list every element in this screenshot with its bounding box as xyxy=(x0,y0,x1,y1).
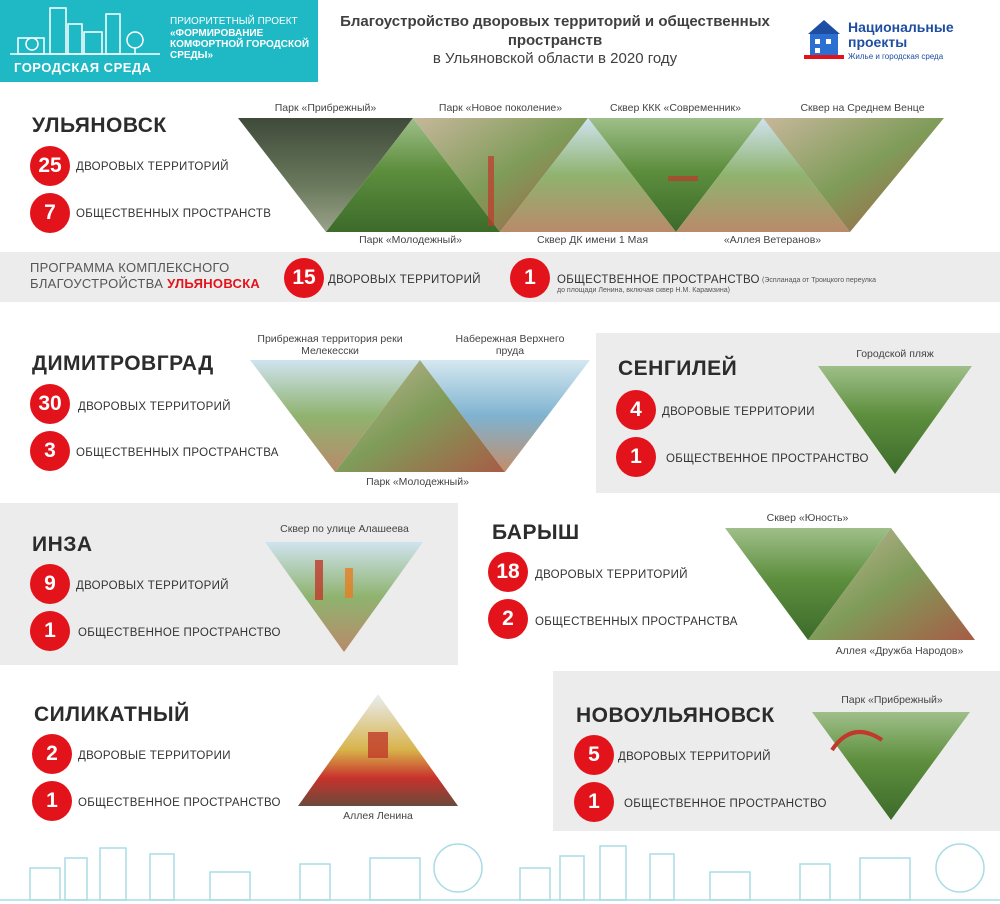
yards-label: ДВОРОВЫХ ТЕРРИТОРИЙ xyxy=(76,161,229,173)
photo-park-pribrezhny-novoul xyxy=(812,710,972,822)
caption-alleya-veteranov: «Аллея Ветеранов» xyxy=(723,234,822,246)
public-count-badge: 2 xyxy=(488,599,528,639)
public-label: ОБЩЕСТВЕННОЕ ПРОСТРАНСТВО xyxy=(78,627,281,639)
program-note-line1: (Эспланада от Троицкого переулка xyxy=(762,277,876,284)
project-line2: «ФОРМИРОВАНИЕ КОМФОРТНОЙ ГОРОДСКОЙ СРЕДЫ» xyxy=(170,28,310,61)
caption-alleya-druzhba-narodov: Аллея «Дружба Народов» xyxy=(835,645,964,657)
city-barysh: БАРЫШ xyxy=(492,521,580,544)
city-inza: ИНЗА xyxy=(32,533,93,556)
public-count-badge: 1 xyxy=(574,782,614,822)
caption-park-pribrezhny: Парк «Прибрежный» xyxy=(274,102,377,114)
city-sengiley: СЕНГИЛЕЙ xyxy=(618,357,738,380)
project-line1: ПРИОРИТЕТНЫЙ ПРОЕКТ xyxy=(170,16,298,27)
caption-skver-sredny-venets: Сквер на Среднем Венце xyxy=(800,102,925,114)
yards-count-badge: 4 xyxy=(616,390,656,430)
yards-label: ДВОРОВЫХ ТЕРРИТОРИЙ xyxy=(618,751,771,763)
public-count-badge: 1 xyxy=(32,781,72,821)
caption-alleya-lenina: Аллея Ленина xyxy=(343,810,413,822)
public-label: ОБЩЕСТВЕННЫХ ПРОСТРАНСТВА xyxy=(535,616,738,628)
program-yards-label: ДВОРОВЫХ ТЕРРИТОРИЙ xyxy=(328,274,481,286)
city-skyline-icon xyxy=(10,4,170,64)
public-label: ОБЩЕСТВЕННЫХ ПРОСТРАНСТВА xyxy=(76,447,279,459)
page-title: Благоустройство дворовых территорий и общественных пространств xyxy=(340,13,770,49)
page-subtitle: в Ульяновской области в 2020 году xyxy=(432,50,678,67)
caption-park-molodezhny: Парк «Молодежный» xyxy=(359,234,462,246)
national-projects-title: Национальные проекты xyxy=(848,19,954,50)
barysh-photo-strip xyxy=(725,528,977,642)
public-count-badge: 3 xyxy=(30,431,70,471)
yards-count-badge: 2 xyxy=(32,734,72,774)
logo-caption: ГОРОДСКАЯ СРЕДА xyxy=(14,60,152,75)
photo-gorodskoy-plyazh xyxy=(818,364,973,476)
yards-count-badge: 25 xyxy=(30,146,70,186)
city-novoulyanovsk: НОВОУЛЬЯНОВСК xyxy=(576,704,775,727)
program-note-line2: до площади Ленина, включая сквер Н.М. Карамзина) xyxy=(557,287,730,294)
yards-count-badge: 30 xyxy=(30,384,70,424)
yards-label: ДВОРОВЫХ ТЕРРИТОРИЙ xyxy=(76,580,229,592)
photo-skver-alasheeva xyxy=(265,540,425,654)
yards-count-badge: 5 xyxy=(574,735,614,775)
city-dimitrovgrad: ДИМИТРОВГРАД xyxy=(32,352,214,375)
national-projects-subtitle: Жилье и городская среда xyxy=(848,52,944,61)
caption-naberezhnaya-verhnego-pruda: Набережная Верхнего пруда xyxy=(455,333,565,357)
footer-skyline-decoration xyxy=(0,838,1000,904)
public-label: ОБЩЕСТВЕННОЕ ПРОСТРАНСТВО xyxy=(624,798,827,810)
caption-skver-dk-1-maya: Сквер ДК имени 1 Мая xyxy=(536,234,649,246)
public-label: ОБЩЕСТВЕННЫХ ПРОСТРАНСТВ xyxy=(76,208,272,220)
yards-count-badge: 9 xyxy=(30,564,70,604)
yards-label: ДВОРОВЫХ ТЕРРИТОРИЙ xyxy=(535,569,688,581)
yards-count-badge: 18 xyxy=(488,552,528,592)
caption-skver-yunost: Сквер «Юность» xyxy=(766,512,849,524)
yards-label: ДВОРОВЫЕ ТЕРРИТОРИИ xyxy=(78,750,231,762)
yards-label: ДВОРОВЫЕ ТЕРРИТОРИИ xyxy=(662,406,815,418)
program-line1: ПРОГРАММА КОМПЛЕКСНОГО xyxy=(30,260,230,275)
city-silikatny: СИЛИКАТНЫЙ xyxy=(34,703,190,726)
public-label: ОБЩЕСТВЕННОЕ ПРОСТРАНСТВО xyxy=(666,453,869,465)
public-count-badge: 1 xyxy=(30,611,70,651)
program-public-label: ОБЩЕСТВЕННОЕ ПРОСТРАНСТВО xyxy=(557,274,760,286)
national-projects-logo-icon xyxy=(804,18,844,60)
public-count-badge: 7 xyxy=(30,193,70,233)
caption-pribrezhnaya-melekesski: Прибрежная территория реки Мелекесски xyxy=(257,333,403,357)
program-yards-badge: 15 xyxy=(284,258,324,298)
city-environment-logo xyxy=(0,0,318,82)
program-city: УЛЬЯНОВСКА xyxy=(167,276,261,291)
program-public-badge: 1 xyxy=(510,258,550,298)
caption-gorodskoy-plyazh: Городской пляж xyxy=(856,348,934,360)
caption-park-molodezhny-dmg: Парк «Молодежный» xyxy=(366,476,469,488)
caption-park-novoe-pokolenie: Парк «Новое поколение» xyxy=(438,102,563,114)
yards-label: ДВОРОВЫХ ТЕРРИТОРИЙ xyxy=(78,401,231,413)
photo-alleya-lenina xyxy=(298,692,460,808)
city-ulyanovsk: УЛЬЯНОВСК xyxy=(32,114,167,137)
caption-park-pribrezhny-novoul: Парк «Прибрежный» xyxy=(841,694,943,706)
ulyanovsk-photo-strip xyxy=(238,116,948,234)
caption-skver-sovremennik: Сквер ККК «Современник» xyxy=(610,102,741,114)
dimitrovgrad-photo-strip xyxy=(250,360,595,474)
public-label: ОБЩЕСТВЕННОЕ ПРОСТРАНСТВО xyxy=(78,797,281,809)
caption-skver-alasheeva: Сквер по улице Алашеева xyxy=(280,523,409,535)
public-count-badge: 1 xyxy=(616,437,656,477)
program-line2: БЛАГОУСТРОЙСТВА УЛЬЯНОВСКА xyxy=(30,276,261,291)
